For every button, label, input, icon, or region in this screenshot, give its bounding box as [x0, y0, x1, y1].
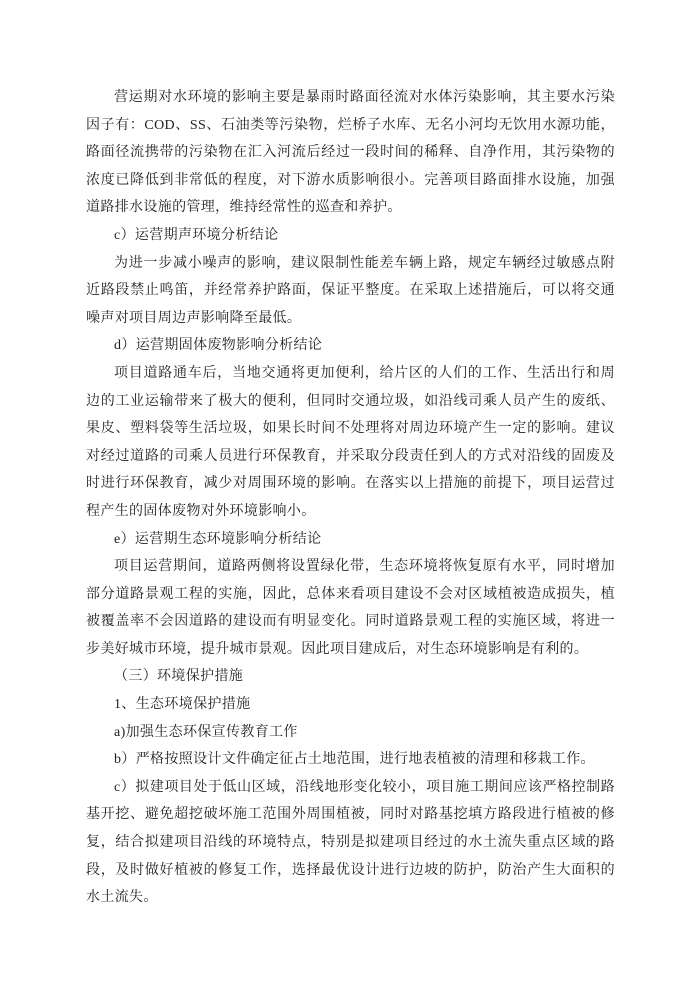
- heading-environment-protection-measures: （三）环境保护措施: [114, 669, 244, 685]
- para-measure-a-education: a)加强生态环保宣传教育工作: [114, 724, 298, 740]
- heading-solid-waste-analysis-conclusion: d）运营期固体废物影响分析结论: [114, 338, 323, 354]
- heading-noise-analysis-conclusion: c）运营期声环境分析结论: [114, 227, 279, 243]
- heading-ecology-analysis-conclusion: e）运营期生态环境影响分析结论: [114, 531, 322, 547]
- para-measure-b-land-scope: b）严格按照设计文件确定征占土地范围，进行地表植被的清理和移栽工作。: [114, 752, 595, 768]
- heading-ecology-protection-measures: 1、生态环境保护措施: [114, 697, 251, 713]
- para-measure-c-roadbed-excavation: c）拟建项目处于低山区域，沿线地形变化较小，项目施工期间应该严格控制路基开挖、避免超挖破坏施工范围外周围植被，同时对路基挖填方路段进行植被的修复，结合拟建项目沿线的环境特点，特别是拟建项目经过的水土流失重点区域的路段，及时做好植被的修复工作，选择最优设计进行边坡的防护，防治产生大面积的水土流失。: [86, 779, 615, 906]
- para-ecology-impact: 项目运营期间，道路两侧将设置绿化带，生态环境将恢复原有水平，同时增加部分道路景观工程的实施，因此，总体来看项目建设不会对区域植被造成损失，植被覆盖率不会因道路的建设而有明显变化。同时道路景观工程的实施区域，将进一步美好城市环境，提升城市景观。因此项目建成后，对生态环境影响是有利的。: [86, 559, 615, 657]
- para-noise-mitigation: 为进一步减小噪声的影响，建议限制性能差车辆上路，规定车辆经过敏感点附近路段禁止鸣笛，并经常养护路面，保证平整度。在采取上述措施后，可以将交通噪声对项目周边声影响降至最低。: [86, 255, 615, 326]
- para-operation-water-impact: 营运期对水环境的影响主要是暴雨时路面径流对水体污染影响，其主要水污染因子有：COD、SS、石油类等污染物，烂桥子水库、无名小河均无饮用水源功能，路面径流携带的污染物在汇入河流后经过一段时间的稀释、自净作用，其污染物的浓度已降低到非常低的程度，对下游水质影响很小。完善项目路面排水设施，加强道路排水设施的管理，维持经常性的巡查和养护。: [86, 90, 615, 216]
- para-solid-waste-impact: 项目道路通车后，当地交通将更加便利，给片区的人们的工作、生活出行和周边的工业运输带来了极大的便利，但同时交通垃圾，如沿线司乘人员产生的废纸、果皮、塑料袋等生活垃圾，如果长时间不处理将对周边环境产生一定的影响。建议对经过道路的司乘人员进行环保教育，并采取分段责任到人的方式对沿线的固废及时进行环保教育，减少对周围环境的影响。在落实以上措施的前提下，项目运营过程产生的固体废物对外环境影响小。: [86, 365, 615, 519]
